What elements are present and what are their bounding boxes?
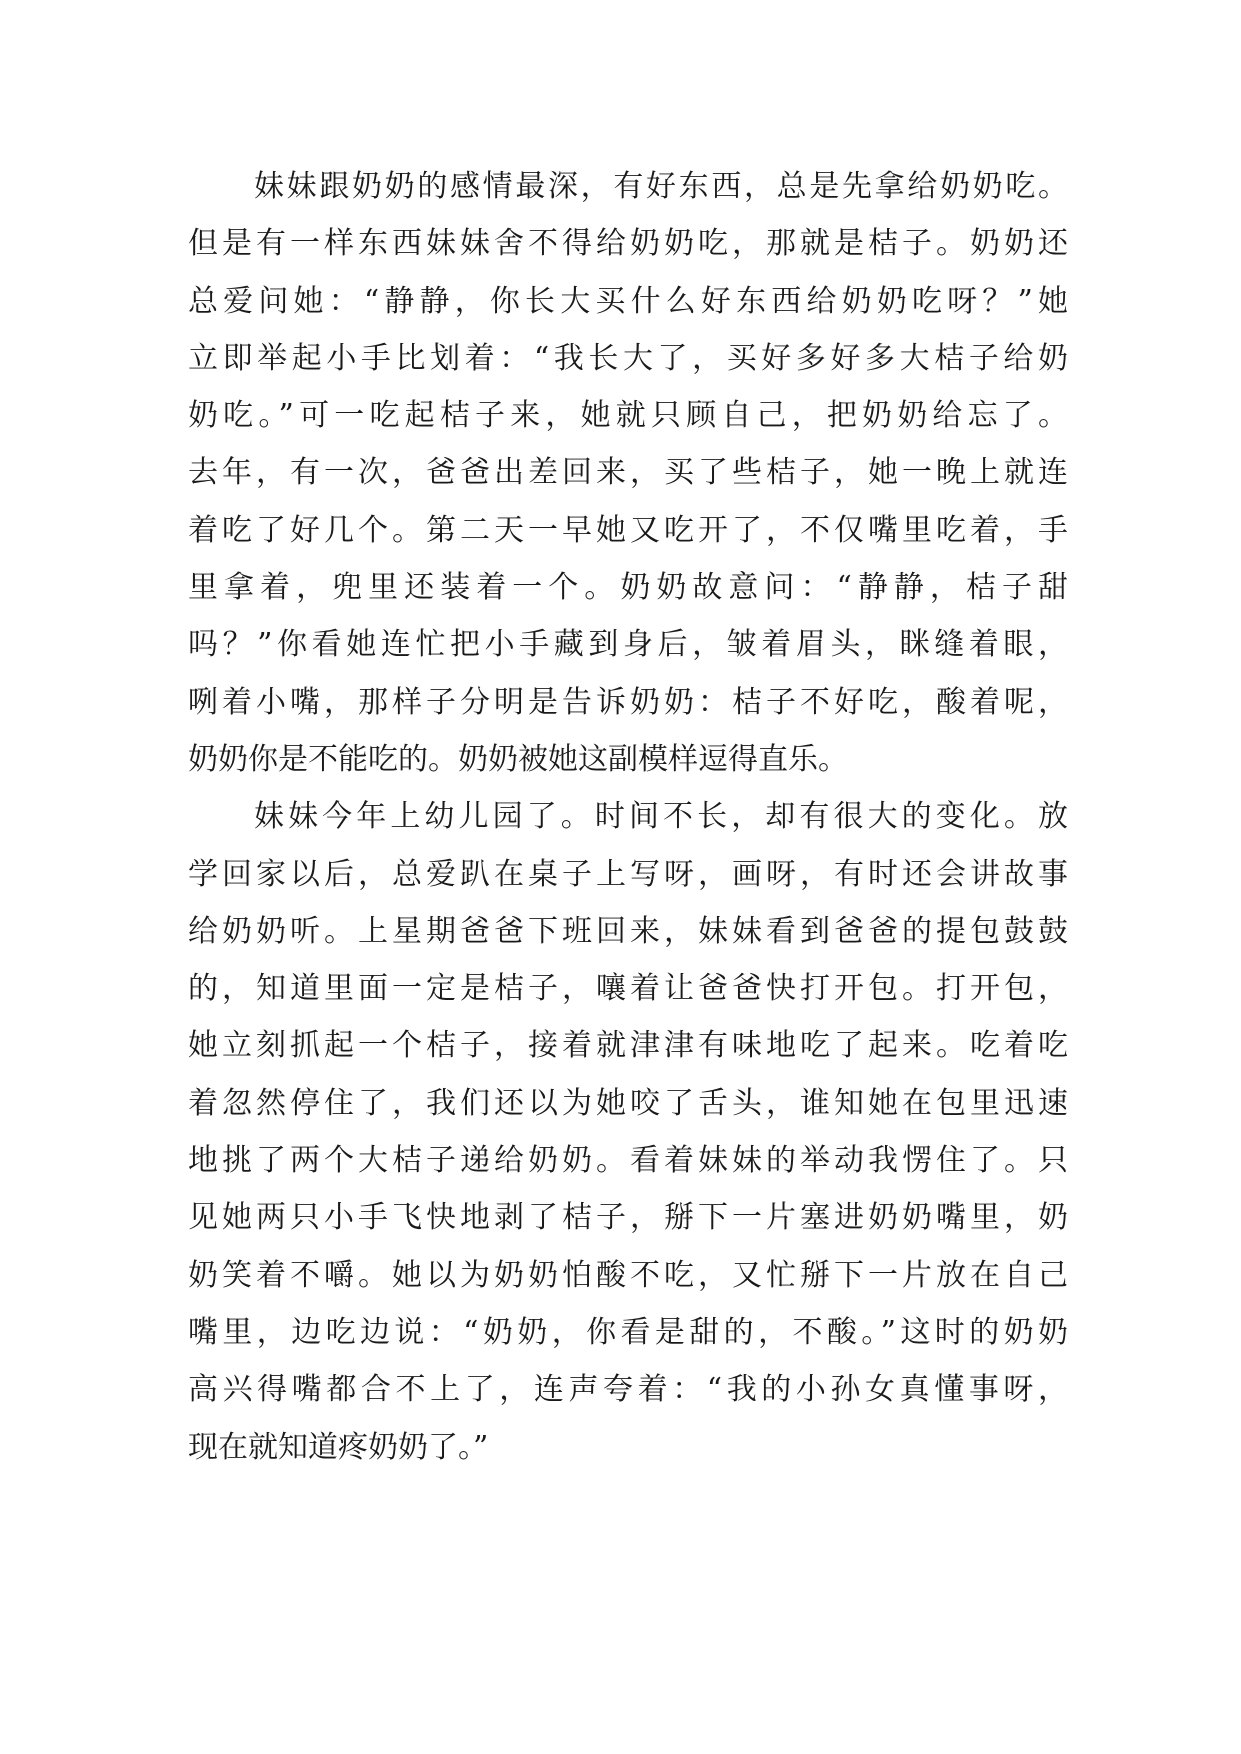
paragraph-1-line-9: 吗？”你看她连忙把小手藏到身后，皱着眉头，眯缝着眼，	[188, 627, 1068, 663]
paragraph-1-line-11: 奶奶你是不能吃的。奶奶被她这副模样逗得直乐。	[188, 741, 848, 777]
paragraph-2-line-5: 她立刻抓起一个桔子，接着就津津有味地吃了起来。吃着吃	[188, 1028, 1068, 1064]
paragraph-1-line-1: 妹妹跟奶奶的感情最深，有好东西，总是先拿给奶奶吃。	[254, 169, 1068, 204]
paragraph-2-line-11: 高兴得嘴都合不上了，连声夸着：“我的小孙女真懂事呀，	[188, 1372, 1068, 1408]
essay-body	[188, 158, 1068, 1476]
paragraph-1-line-4: 立即举起小手比划着：“我长大了，买好多好多大桔子给奶	[188, 340, 1068, 376]
paragraph-2-line-3: 给奶奶听。上星期爸爸下班回来，妹妹看到爸爸的提包鼓鼓	[188, 913, 1068, 949]
paragraph-2-line-12: 现在就知道疼奶奶了。”	[188, 1429, 489, 1465]
paragraph-2-line-8: 见她两只小手飞快地剥了桔子，掰下一片塞进奶奶嘴里，奶	[188, 1200, 1068, 1236]
paragraph-2-line-6: 着忽然停住了，我们还以为她咬了舌头，谁知她在包里迅速	[188, 1085, 1068, 1121]
paragraph-1-line-5: 奶吃。”可一吃起桔子来，她就只顾自己，把奶奶给忘了。	[188, 398, 1068, 434]
paragraph-1-line-3: 总爱问她：“静静，你长大买什么好东西给奶奶吃呀？”她	[188, 283, 1068, 319]
paragraph-2-line-9: 奶笑着不嚼。她以为奶奶怕酸不吃，又忙掰下一片放在自己	[188, 1257, 1068, 1293]
paragraph-2-line-2: 学回家以后，总爱趴在桌子上写呀，画呀，有时还会讲故事	[188, 856, 1068, 892]
paragraph-1-line-7: 着吃了好几个。第二天一早她又吃开了，不仅嘴里吃着，手	[188, 512, 1068, 548]
paragraph-2-line-1: 妹妹今年上幼儿园了。时间不长，却有很大的变化。放	[254, 799, 1068, 835]
paragraph-1-line-2: 但是有一样东西妹妹舍不得给奶奶吃，那就是桔子。奶奶还	[188, 226, 1068, 262]
paragraph-2-line-10: 嘴里，边吃边说：“奶奶，你看是甜的，不酸。”这时的奶奶	[188, 1314, 1068, 1350]
paragraph-2-line-7: 地挑了两个大桔子递给奶奶。看着妹妹的举动我愣住了。只	[188, 1143, 1068, 1179]
paragraph-1-line-6: 去年，有一次，爸爸出差回来，买了些桔子，她一晚上就连	[188, 455, 1068, 491]
paragraph-1-line-8: 里拿着，兜里还装着一个。奶奶故意问：“静静，桔子甜	[188, 570, 1068, 606]
paragraph-2-line-4: 的，知道里面一定是桔子，嚷着让爸爸快打开包。打开包，	[188, 971, 1068, 1007]
paragraph-1-line-10: 咧着小嘴，那样子分明是告诉奶奶：桔子不好吃，酸着呢，	[188, 684, 1068, 720]
